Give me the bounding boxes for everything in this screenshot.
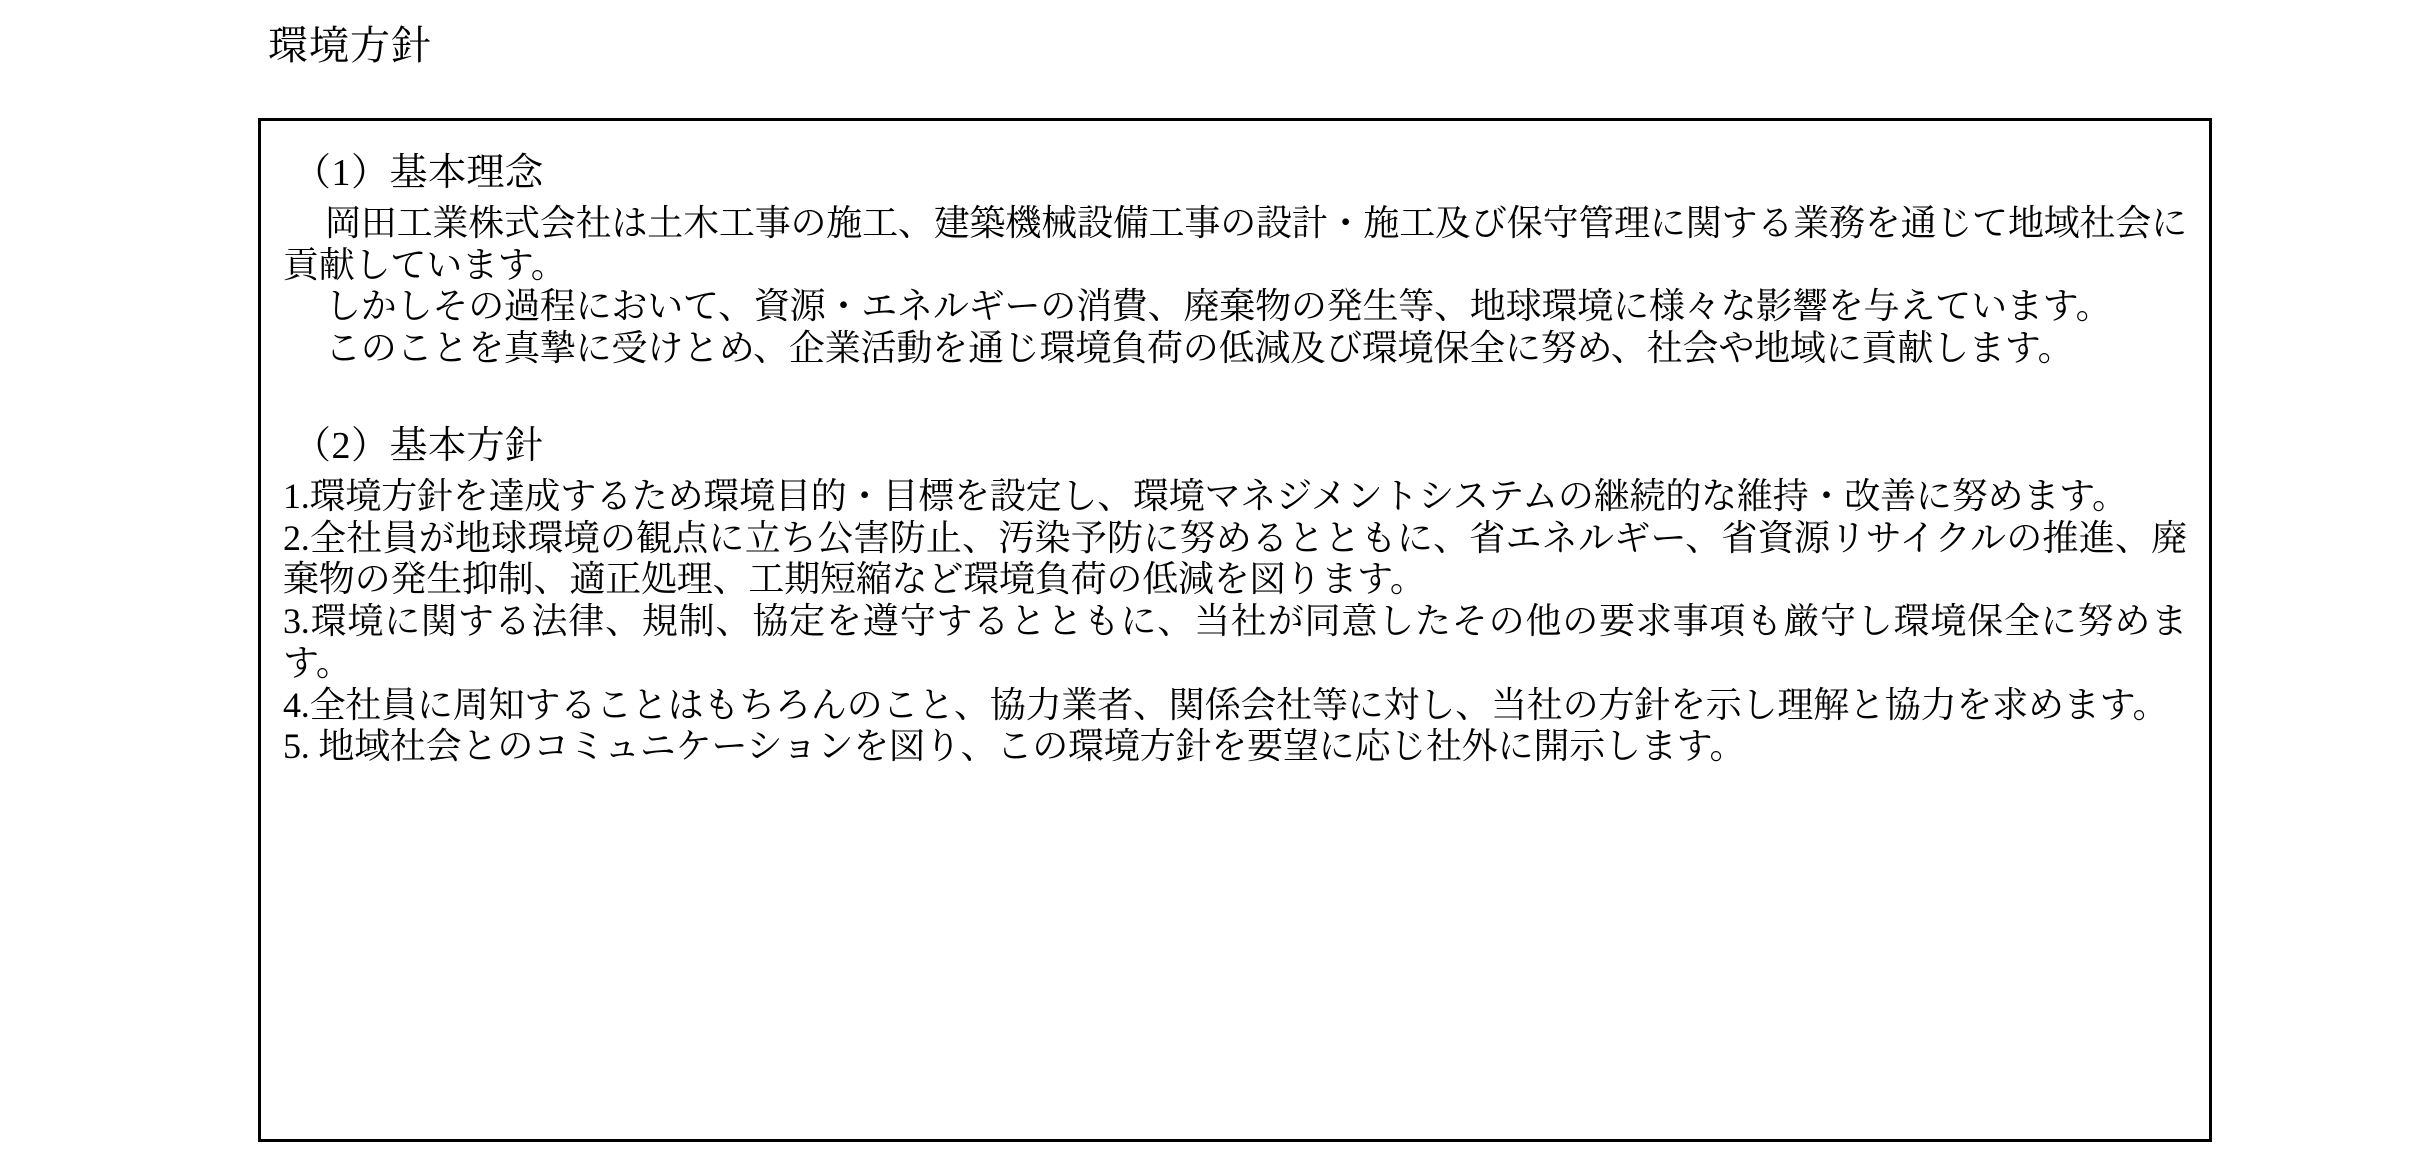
page-title: 環境方針 <box>268 23 432 68</box>
list-item: 4.全社員に周知することはもちろんのこと、協力業者、関係会社等に対し、当社の方針を示し理解と協力を求めます。 <box>283 684 2169 725</box>
section-heading-basic-philosophy: （1）基本理念 <box>293 152 544 194</box>
section-basic-policy <box>283 420 2187 768</box>
basic-policy-list <box>283 476 2187 768</box>
list-item: 3.環境に関する法律、規制、協定を遵守するとともに、当社が同意したその他の要求事項も厳守し環境保全に努めます。 <box>283 601 2187 683</box>
section-spacer <box>283 370 2187 416</box>
paragraph-philosophy-2: しかしその過程において、資源・エネルギーの消費、廃棄物の発生等、地球環境に様々な影響を与えています。 <box>325 286 2112 327</box>
paragraph-philosophy-3: このことを真摯に受けとめ、企業活動を通じ環境負荷の低減及び環境保全に努め、社会や地域に貢献します。 <box>325 328 2074 369</box>
list-item: 5. 地域社会とのコミュニケーションを図り、この環境方針を要望に応じ社外に開示します。 <box>283 726 1746 767</box>
list-item: 2.全社員が地球環境の観点に立ち公害防止、汚染予防に努めるとともに、省エネルギー、省資源リサイクルの推進、廃棄物の発生抑制、適正処理、工期短縮など環境負荷の低減を図ります。 <box>283 517 2187 600</box>
environmental-policy-box <box>258 118 2212 1142</box>
section-heading-basic-policy: （2）基本方針 <box>293 424 544 467</box>
section-basic-philosophy <box>283 147 2187 370</box>
list-item: 1.環境方針を達成するため環境目的・目標を設定し、環境マネジメントシステムの継続的な維持・改善に努めます。 <box>283 475 2128 516</box>
paragraph-philosophy-1: 岡田工業株式会社は土木工事の施工、建築機械設備工事の設計・施工及び保守管理に関する業務を通じて地域社会に貢献しています。 <box>283 202 2187 285</box>
